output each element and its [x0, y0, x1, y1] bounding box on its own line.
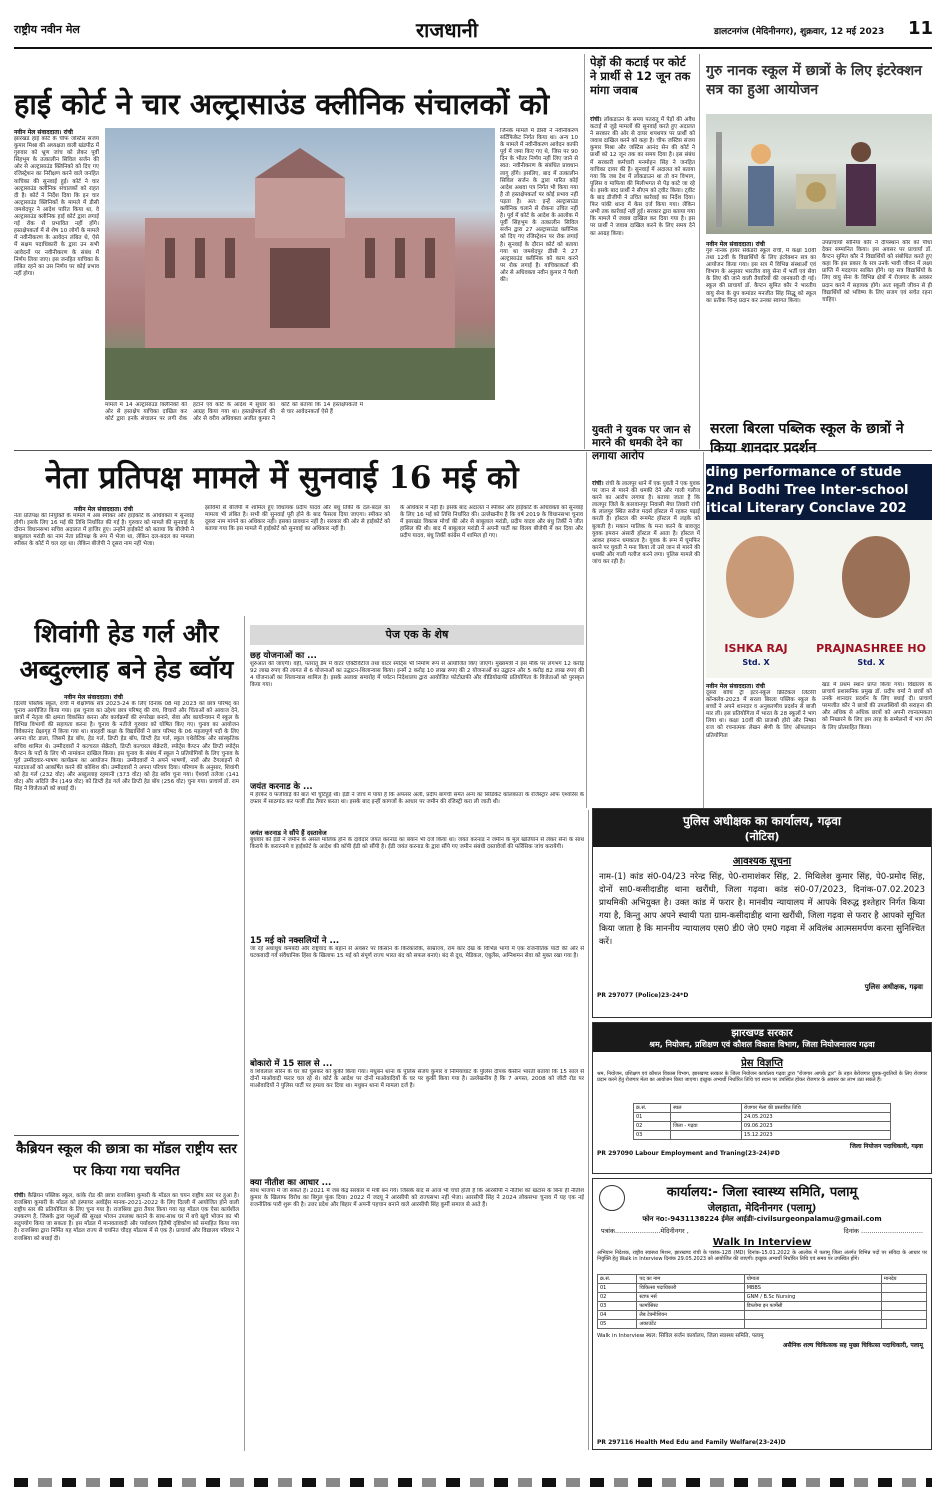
column-rule: [244, 616, 245, 1451]
labour-signatory: जिला नियोजन पदाधिकारी, गढ़वा: [849, 1143, 923, 1150]
table-row: [598, 1302, 927, 1311]
table-cell: [671, 1113, 742, 1122]
story6-body-col2: खंड में प्रथम स्थान प्राप्त किया गया। विद्यालय के प्राचार्य प्रशासनिक प्रमुख डॉ. प्रदीप वर्मा ने छात्रों को उनके शानदार प्रदर्शन के लिए बधाई दी। प्राचार्य परमजीत कौर ने छात्रों की उपलब्धियों की सराहना की और अधिक से अधिक छात्रों को अपनी रचनात्मकता को निखारने के लिए इस तरह के सम्मेलनों में भाग लेने के लिए प्रोत्साहित किया।: [822, 682, 932, 731]
building-illustration: [105, 128, 495, 400]
student1-portrait: [726, 536, 794, 618]
continued-s2-sub: जयंत करनाड ने सौंपे हैं दस्तावेज: [250, 829, 327, 837]
table-cell: 24.05.2023: [741, 1113, 890, 1122]
table-cell: [881, 1302, 926, 1311]
story6-byline: नवीन मेल संवाददाता। रांची: [706, 683, 765, 690]
labour-table-wrap: [593, 1103, 931, 1140]
page-number: 11: [908, 18, 934, 39]
guru-nanak-photo: [706, 114, 932, 234]
story8-headline: कैब्रियन स्कूल की छात्रा का मॉडल राष्ट्रीय स्तर पर किया गया चयनित: [16, 1141, 237, 1179]
police-notice-title: आवश्यक सूचना: [732, 856, 792, 867]
story6-headline: सरला बिरला पब्लिक स्कूल के छात्रों ने किया शानदार प्रदर्शन: [710, 421, 904, 456]
table-cell: फार्मासिस्ट: [637, 1302, 744, 1311]
story5-body: [592, 480, 700, 805]
continued-s5-title: क्या नीतीश का आधार ...: [250, 1178, 332, 1188]
table-cell: लैब टेक्नीशियन: [637, 1311, 744, 1320]
continued-s1-title: छह योजनाओं का ...: [250, 651, 317, 661]
story1-text-col1: [14, 128, 99, 398]
story7-headline: शिवांगी हेड गर्ल और अब्दुल्लाह बने हेड ब्वॉय: [19, 619, 234, 684]
health-ref: PR 297116 Health Med Edu and Family Welfare(23-24)D: [597, 1439, 786, 1446]
table-row: [634, 1122, 891, 1131]
story5-byline: रांची।: [592, 480, 604, 487]
story4-body-col2: झाविमो से बीजेपी में शामिल हुए विधायक प्रदीप यादव और बंधु तिर्की के दल-बदल का मामला भी लंबित है। सभी की सुनवाई पूरी होने के बाद फैसला दिया जाएगा। स्पीकर को दूसरा नाम मांगने का अधिकार नहीं। इसका प्रावधान नहीं है। सरकार की ओर से हाईकोर्ट को बताया गया कि इस मामले में हाईकोर्ट को सुनवाई का अधिकार नहीं है।: [205, 505, 390, 533]
table-cell: [881, 1320, 926, 1329]
labour-title: प्रेस विज्ञप्ति: [741, 1058, 783, 1069]
health-address: जेलहाता, मेदिनीनगर (पलामू): [707, 1203, 817, 1214]
registration-color-bar: [14, 1478, 932, 1487]
high-court-photo: [105, 128, 495, 400]
health-patrank: पत्रांक......................मेदिनीनगर ,: [601, 1227, 689, 1235]
health-body: अभियान निदेशक, राष्ट्रीय स्वास्थ्य मिशन, झारखण्ड रांची के पत्रांक-128 (MD) दिनांक-15.01.2022 के आलोक में पलामू जिला अंतर्गत विभिन्न पदों पर संविदा के आधार पर नियुक्ति हेतु Walk in Interview दिनांक 29.05.2023 को आयोजित की जाएगी। इच्छुक अभ्यर्थी निर्धारित तिथि एवं समय पर उपस्थित होंगे।: [597, 1250, 927, 1263]
story3-body-col1: गुरु नानक हायर सेकेंडरी स्कूल रांची, में कक्षा 10वीं तथा 12वीं के विद्यार्थियों के लिए इंटरेक्शन सत्र का आयोजन किया गया। इस सत्र में विभिन्न संस्थाओं एवं विभाग के अनुसार भारतीय वायु सेना में भर्ती एवं सेवा के लिए की जाने वाली तैयारियों की जानकारी दी गई। स्कूल की प्राचार्या डॉ. कैप्टन सुमित कौर ने भारतीय वायु सेना के ग्रुप कमांडर मनजीत सिंह सिद्धू को स्कूल का प्रतीक चिन्ह प्रदान कर उनका स्वागत किया।: [706, 248, 816, 304]
table-cell: 01: [634, 1113, 671, 1122]
table-header-cell: पद का नाम: [637, 1275, 744, 1284]
table-cell: जिला - गढ़वा: [671, 1122, 742, 1131]
emblem-icon: [599, 1185, 625, 1211]
story4-byline: नवीन मेल संवाददाता। रांची: [74, 506, 133, 513]
column-rule: [703, 452, 704, 808]
masthead: [14, 16, 932, 46]
continued-s1-body: शुरुआत की जाएगी। वहीं, पतरातू डैम में वाटर एक्टिविटीज तथा वाटर स्पोर्ट्स भी निर्माण रूप से आयोजित किए जाएंगे। मुख्यमंत्री ने इस मौके पर लगभग 12 करोड़ 92 लाख रुपए की लागत से 6 योजनाओं का उद्घाटन-शिलान्यास किया। इनमें 2 करोड़ 10 लाख रुपए की 2 योजनाओं का उद्घाटन और 5 करोड़ 82 लाख रुपए की 4 योजनाओं का शिलान्यास शामिल है। इसके अलावा समारोह में पर्यटन निदेशालय द्वारा आयोजित फोटोग्राफी और वीडियोग्राफी प्रतियोगिता के विजेताओं को पुरस्कृत किया गया।: [250, 661, 584, 689]
labour-dept: श्रम, नियोजन, प्रशिक्षण एवं कौशल विकास विभाग, जिला नियोजनालय गढ़वा: [649, 1040, 875, 1049]
column-rule: [584, 54, 585, 449]
conclave-banner: [706, 464, 932, 520]
sarla-birla-photo: [706, 464, 932, 678]
continued-s2-title: जयंत करनाड के ...: [250, 782, 313, 792]
table-cell: चिकित्सा पदाधिकारी: [637, 1284, 744, 1293]
table-row: [598, 1275, 927, 1284]
table-header-cell: मानदेय: [881, 1275, 926, 1284]
table-cell: [881, 1311, 926, 1320]
labour-press-release: [592, 1022, 932, 1174]
dateline: डालटनगंज (मेदिनीनगर), शुक्रवार, 12 मई 2023: [714, 27, 885, 37]
table-cell: 15.12.2023: [741, 1131, 890, 1140]
student2-portrait: [842, 536, 910, 618]
police-ref: PR 297077 (Police)23-24*D: [597, 992, 689, 999]
story1-byline: नवीन मेल संवाददाता। रांची: [14, 129, 73, 136]
health-contact: फोन नo:-9431138224 ईमेल आईडीः-civilsurgeonpalamu@gmail.com: [642, 1215, 882, 1223]
continued-s5-body: साथ भाजपा में जा सकते हैं। 2021 में जब केंद्र सरकार में मंत्री बन गये। जिसके बाद से आज भी चर्चा होती है कि आरसीपी ने नीतीश को खटास के बिना ही नीतीश कुमार के खिलाफ विरोध का बिगुल फूंक दिया। 2022 में जदयू ने आरसीपी को राज्यसभा नहीं भेजा। आरसीपी सिंह ने 2024 लोकसभा चुनाव में यह एक नई राजनीतिक पारी शुरू की है। उत्तर प्रदेश और बिहार में अपनी पहचान बनाने वाले आरसीपी सिंह कुर्मी समाज से आते हैं।: [250, 1188, 584, 1209]
table-cell: [671, 1131, 742, 1140]
story5-headline: युवती ने युवक पर जान से मारने की धमकी देने का लगाया आरोप: [592, 424, 691, 462]
health-dinank: दिनांक ..............................: [843, 1227, 923, 1235]
table-cell: 04: [598, 1311, 637, 1320]
table-cell: 01: [598, 1284, 637, 1293]
table-cell: 03: [598, 1302, 637, 1311]
masthead-logo: राष्ट्रीय नवीन मेल: [14, 23, 80, 36]
story-rule: [14, 1135, 239, 1136]
labour-table: [633, 1103, 891, 1140]
student2-std: Std. X: [857, 658, 885, 667]
table-header-cell: क्र.सं.: [634, 1104, 671, 1113]
column-rule: [586, 452, 587, 808]
table-row: [634, 1113, 891, 1122]
story6-body-col1: दूसरा बोधि ट्री इंटर-स्कूल क्रिटिकल लिटरेरी कॉन्क्लेव-2023 में सरला बिरला पब्लिक स्कूल के बच्चों ने अपने शानदार व अनुकरणीय प्रदर्शन से बाजी मार ली। इस प्रतियोगिता में भारत के 28 स्कूलों ने भाग लिया था। कक्षा 10वीं की प्राजश्री होरो और निष्का राज को रचनात्मक लेखन श्रेणी के लिए ऑफलाइन प्रतियोगिता: [706, 690, 816, 739]
continued-s2-body2: बुधवार को ईडी ने जमीन के असल मालिक होने के दावेदार जयंत करनाड का बयान भी दर्ज किया था। जयंत करनाड ने जमीन के मूल खतियान से लेकर सेना के साथ किराये के करारनामे व हाईकोर्ट के आदेश की कॉपी ईडी को सौंपी है। ईडी जयंत करनाड के द्वारा सौंपे गए जमीन संबंधी दस्तावेजों की फॉरेंसिक जांच करायेगी।: [250, 837, 584, 851]
police-office: पुलिस अधीक्षक का कार्यालय, गढ़वा: [682, 814, 842, 828]
story2-text: लॉकडाउन के समय पतरातू में पेड़ों की अवैध कटाई से जुड़े मामलों की सुनवाई करते हुए अदालत ने सरकार की ओर से दायर शपथपत्र पर प्रार्थी को जवाब दाखिल करने को कहा है। चीफ जस्टिस संजय कुमार मिश्रा और जस्टिस आनंद सेन की कोर्ट ने प्रार्थी को 12 जून तक का समय दिया है। इस संबंध में सरकारी कर्मचारी मनमोहन सिंह ने जनहित याचिका दायर की है। सुनवाई में अदालत को बताया गया कि जब देश में लॉकडाउन था तो वन विभाग, पुलिस व माफिया की मिलीभगत से पेड़ काटे जा रहे थे। इसके बाद प्रार्थी ने सीएम को ट्वीट किया। ट्वीट के बाद डीजीपी ने उचित कार्रवाई का निर्देश दिया। फिर पांकी थाना में केस दर्ज किया गया। लेकिन अभी तक कार्रवाई नहीं हुई। सरकार द्वारा बताया गया कि मामले में जवाब दाखिल कर दिया गया है। इस पर प्रार्थी ने जवाब दाखिल करने के लिए समय देने का आग्रह किया।: [590, 117, 695, 237]
health-walk-in-notice: [592, 1178, 932, 1450]
story7-text: [14, 693, 239, 1113]
table-cell: [744, 1320, 881, 1329]
continued-s2-body: में हेरफेर व फर्जीवाड़े की बात भी चुटिहुई थी। ईडी ने जांच में पाया है कि अफसर अली, प्रदीप बागची समेत अन्य का सिंडिकेट कोलकाता के रजिस्ट्रार ऑफ एश्योरेंस के दफ्तर में साठगांठ कर फर्जी डीड तैयार करता था। इसके बाद इन्हीं कागजों के आधार पर जमीन की रजिस्ट्री करा ली जाती थी।: [250, 792, 584, 806]
health-footer: Walk in Interview स्थल: सिविल सर्जन कार्यालय, जिला स्वास्थ्य समिति, पलामू: [597, 1333, 764, 1339]
table-cell: [744, 1311, 881, 1320]
table-cell: GNM / B.Sc Nursing: [744, 1293, 881, 1302]
continued-s4-body: व शिवलाल सोरेन के घर को घुसकर को कुर्की किया गया। मधुबन थाना के पुलिस संजय कुमार व निमियाघाट के पुलिस दीपक कैसीन भारती बताया कि 15 साल से दोनों माओवादी फरार चल रहे थे। कोर्ट के आदेश पर दोनों माओवादियों के घर पर कुर्की किया गया है। उल्लेखनीय है कि 7 अगस्त, 2008 को जीटी रोड पर माओवादियों ने पुलिस पार्टी पर हमला कर दिया था। मधुबन थाना में मामला दर्ज है।: [250, 1069, 584, 1090]
story5-text: रांची के लालपुर थाने में एक युवती ने एक युवक पर जान से मारने की धमकी देने और गाली गलौज करने का आरोप लगाया है। बताया जाता है कि लालपुर जिले के कारवानपुर निवासी मेघा तिवारी रांची के लालपुर स्थित सरोज मदर्स हॉस्टल में रहकर पढ़ाई करती है। हॉस्टल की रूममेट हॉस्टल में लड़के को बुलाती है। मकान मालिक के मना करने के बावजूद युवक इमरान अंसारी हॉस्टल में आता है। हॉस्टल में आकर इमरान धमकाता है। युवक के रूम में घूमफिर करने पर युवती ने मना किया तो उसे जान से मारने की धमकी और गाली गलौज करने लगा। पुलिस मामले की जांच कर रही है।: [592, 481, 700, 566]
story3-headline: गुरु नानक स्कूल में छात्रों के लिए इंटरेक्शन सत्र का हुआ आयोजन: [706, 63, 922, 98]
story2-body: [590, 116, 695, 448]
table-header-cell: स्थल: [671, 1104, 742, 1113]
table-row: [598, 1311, 927, 1320]
story3-body-col2: उपप्राचार्या सोनिया कौर ने दीपस्थान कौर को पौधा देकर सम्मानित किया। इस अवसर पर प्राचार्या डॉ. कैप्टन सुमित कौर ने विद्यार्थियों को संबोधित करते हुए कहा कि इस प्रकार के सत्र उनके भावी जीवन में लक्ष्य प्राप्ति में मददगार साबित होंगे। यह सत्र विद्यार्थियों के लिए वायु सेना के विभिन्न क्षेत्रों में रोजगार के अवसर प्रदान करने में सहायक होगे। अतः स्कूली जीवन से ही विद्यार्थियों को भविष्य के लिए सजग एवं सचेत रहना चाहिए।: [822, 240, 932, 303]
student1-name: ISHKA RAJ: [724, 642, 788, 655]
banner-line-3: itical Literary Conclave 202: [706, 501, 907, 516]
health-table-wrap: [593, 1274, 931, 1329]
health-table: [597, 1274, 927, 1329]
table-header-cell: क्र.सं.: [598, 1275, 637, 1284]
table-cell: [881, 1284, 926, 1293]
story1-body-col1: झारखंड हाई कोर्ट के चीफ जस्टिस संजय कुमार मिश्रा की अध्यक्षता वाली खंडपीठ में गुरुवार को भ्रूण जांच को लेकर पूर्वी सिंहभूम के तत्कालीन सिविल सर्जन की ओर से अल्ट्रासाउंड क्लिनिको को दिए गए रजिस्ट्रेशन का निरीक्षण करने वाले जनहित याचिका की सुनवाई हुई। कोर्ट ने चार अल्ट्रासाउंड क्लीनिक संचालकों को राहत दी है। कोर्ट ने निर्देश दिया कि इन चार अल्ट्रासाउंड क्लिनिकों के मामले में डीसी जमशेदपुर ने आदेश पारित किया था, वे अल्ट्रासाउंड क्लीनिक हाई कोर्ट द्वारा लगाई गई रोक से प्रभावित नहीं होंगे। हस्तक्षेपकर्ता में से शेष 10 लोगों के मामले में नवीनीकरण के आवेदन लंबित थे, ऐसे में सक्षम पदाधिकारी के द्वारा उन सभी आवेदनों पर नवीनीकरण के संबंध में निर्णय लिया जाए। इस जनहित याचिका के लंबित रहने का उस निर्णय पर कोई प्रभाव नहीं होगा।: [14, 136, 99, 277]
table-row: [598, 1320, 927, 1329]
story2-byline: रांची।: [590, 116, 602, 123]
police-notice-body: नाम-(1) कांड सं0-04/23 नरेन्द्र सिंह, पे0-रामाशंकर सिंह, 2. मिथिलेश कुमार सिंह, पे0-प्रमोद सिंह, दोनों सा0-कसीदाडीह थाना खरौंधी, जिला गढ़वा। कांड सं0-07/2023, दिनांक-07.02.2023 प्राथमिकी अभियुक्त है। उक्त कांड में फरार है। मानवीय न्यायालय में आपके विरुद्ध इश्तेहार निर्गत किया गया है, किन्तु आप अपने स्थायी पता ग्राम-कसीदाडीह थाना खरौंधी, जिला गढ़वा से फरार है आपको सूचित किया जाता है कि माननीय न्यायालय एस0 डी0 जे0 एम0 गढ़वा में अविलंब आत्मसमर्पण करना सुनिश्चित करें।: [599, 872, 925, 947]
table-row: [598, 1284, 927, 1293]
story3-text-col1: [706, 240, 816, 444]
story7-body: दिल्ली पब्लिक स्कूल, रांची में शैक्षणिक सत्र 2023-24 के लिए दिनांक 08 मई 2023 को छात्र परिषद् का चुनाव आयोजित किया गया। इस चुनाव का उद्देश्य छात्र परिषद् की राय, विचारों और चिंताओं को आवाज देने, छात्रों में नेतृत्व की क्षमता विकसित करना और कार्यक्रमों की रूपरेखा बनाने, सेवा और कार्यान्वयन में स्कूल के विभिन्न विभागों की सहायता करना है। चुनाव के नतीजे गुरुवार को घोषित किए गए। चुनाव का आयोजन विवेकानंद प्रेक्षागृह में किया गया था। बारहवीं कक्षा के विद्यार्थियों ने छात्र परिषद के 06 महत्वपूर्ण पदों के लिए अपना वोट डाला, जिसमें हेड बॉय, हेड गर्ल, डिप्टी हेड बॉय, डिप्टी हेड गर्ल, स्कूल एथेलेटिक और सांस्कृतिक सचिव शामिल थे। उम्मीदवारों ने कल्चरल सेक्रेटरी, डिप्टी कल्चरल सेक्रेटरी, स्पोर्ट्स कैप्टन और डिप्टी स्पोर्ट्स कैप्टन के पदों के लिए भी नामांकन दाखिल किया। इस चुनाव के संबंध में स्कूल ने प्रतियोगियों के लिए चुनाव के पूर्व उम्मीदवार-भाषण कार्यक्रम का आयोजन किया। उम्मीदवारों ने अपने भाषणों, नारों और टैगलाइनों से मतदाताओं को आकर्षित करने की कोशिश की। उम्मीदवारों ने अपना परिचय दिया। परिणाम के अनुसार, शिवांगी को हेड गर्ल (232 वोट) और अब्दुल्लाह रहमानी (373 वोट) को हेड ब्वॉय चुना गया। ऐश्वर्या तलेजा (141 वोट) और अदिति जैन (149 वोट) को डिप्टी हेड गर्ल और डिप्टी हेड बॉय (256 वोट) चुना गया। प्राचार्य डॉ. राम सिंह ने विजेताओं को बधाई दी।: [14, 701, 239, 793]
table-header-cell: योग्यता: [744, 1275, 881, 1284]
story2-headline: पेड़ों की कटाई पर कोर्ट ने प्रार्थी से 12 जून तक मांगा जवाब: [590, 55, 691, 97]
story8-body: [14, 1192, 239, 1447]
banner-line-1: ding performance of stude: [706, 465, 902, 480]
story1-body-col3: जिनके मामले में डीसी ने नवीनीकरण सर्टिफिकेट निर्गत किया था। अन्य 10 के मामले में नवीनीकरण आवेदन काफी पूर्व में जमा किए गए थे, जिस पर 90 दिन के भीतर निर्णय नहीं लिए जाने से स्वत: नवीनीकरण के संबंधित प्रावधान लागू होंगे। इसलिए, बाद में तत्कालीन सिविल सर्जन के द्वारा पारित कोई आदेश अथवा पत्र निर्गत भी किया गया है तो हस्तक्षेपकर्ता पर कोई प्रभाव नहीं पड़ता है। अत: इन्हें अल्ट्रासाउंड क्लीनिक चलाने से रोकना उचित नहीं है। पूर्व में कोर्ट के आदेश के आलोक में पूर्वी सिंहभूम के तत्कालीन सिविल सर्जन द्वारा 27 अल्ट्रासाउंड क्लीनिक को दिए गए रजिस्ट्रेशन पर रोक लगाई है। सुनवाई के दौरान कोर्ट को बताया गया था जमशेदपुर डीसी ने 27 अल्ट्रासाउंड क्लीनिक को काम करने पर रोक लगाई है। याचिकाकर्ता की ओर से अधिवक्ता नवीन कुमार ने पैरवी की।: [500, 128, 578, 283]
police-notice-subtitle: (नोटिस): [744, 830, 780, 843]
story1-body-col2: मामले में 14 अल्ट्रासाउंड क्लिनिकों की ओर से हस्तक्षेप याचिका दाखिल कर कोर्ट द्वारा इनके संचालन पर लगी रोक हटाने एवं कोर्ट के आदेश में सुधार का आग्रह किया गया था। हस्तक्षेपकर्ता की ओर से वरीय अधिवक्ता अजीत कुमार ने कोर्ट को बताया कि 14 हस्तक्षेपकर्ता में से चार आवेदनकर्ता ऐसे हैं: [105, 402, 363, 423]
student1-std: Std. X: [742, 658, 770, 667]
table-cell: 03: [634, 1131, 671, 1140]
masthead-rule: [14, 47, 932, 49]
story4-text-col1: [14, 505, 194, 591]
table-row: [634, 1131, 891, 1140]
story8-byline: रांची।: [14, 1192, 26, 1199]
story8-text: कैब्रियन पब्लिक स्कूल, कांके रोड की छात्रा राजश्रिया कुमारी के मॉडल का चयन राष्ट्रीय स्तर पर हुआ है। राजश्रिया कुमारी के मॉडल को इंस्पायर अवॉर्ड्स मानक-2021-2022 के लिए दिल्ली में आयोजित होने वाली राष्ट्रीय स्तर की प्रतियोगिता के लिए चुना गया है। राजश्रिया द्वारा तैयार किया गया यह मॉडल एक ऐसा कार्यशील उपकरण है, जिसके द्वारा पशुओं की सुरक्षा भोजन उपलब्ध कराने के साथ-साथ घर में बचे खुचे भोजन का भी सदुपयोग किया जा सकता है। इस मॉडल में मानवतावादी और पर्यावरण हितैषी दृष्टिकोण को समाहित किया गया है। राजश्रिया द्वारा निर्मित यह मॉडल राज्य से चयनित चौदह मॉडल्स में से एक है। प्राचार्या और विद्यालय परिवार ने राजश्रिया को बधाई दी।: [14, 1193, 239, 1242]
labour-header: [593, 1023, 931, 1052]
health-office: कार्यालय:- जिला स्वास्थ्य समिति, पलामू: [666, 1185, 858, 1200]
people-illustration: [706, 114, 932, 234]
story4-body-col3: के अधिकार में नहीं है। इसके बाद अदालत ने स्पीकर और हाईकोर्ट के अधिवक्ता को सुनवाई के लिए 16 मई को तिथि निर्धारित की। उल्लेखनीय है कि वर्ष 2019 के विधानसभा चुनाव में झारखंड विकास मोर्चा की ओर से बाबूलाल मरांडी, प्रदीप यादव और बंधु तिर्की ने जीत हासिल की थी। बाद में बाबूलाल मरांडी ने अपनी पार्टी का विलय बीजेपी में कर दिया और प्रदीप यादव, बंधु तिर्की कांग्रेस में शामिल हो गए।: [400, 505, 583, 540]
story4-body-col1: नेता प्रतिपक्ष की नियुक्ति के मामले में अब स्पीकर और हाईकोर्ट के अधिवक्ता में सुनवाई होगी। इसके लिए 16 मई की तिथि निर्धारित की गई है। गुरुवार को मामले की सुनवाई के दौरान विधानसभा सचिव अदालत में हाजिर हुए। उन्होंने हाईकोर्ट को बताया कि बीजेपी ने बाबूलाल मरांडी का नाम नेता प्रतिपक्ष के रूप में भेजा था, लेकिन दल-बदल का मामला स्पीकर के कोर्ट में चल रहा था। लेकिन बीजेपी ने दूसरा नाम नहीं भेजा।: [14, 513, 194, 548]
table-row: [598, 1293, 927, 1302]
table-header-cell: रोजगार मेला की प्रस्तावित तिथि: [741, 1104, 890, 1113]
table-cell: [881, 1293, 926, 1302]
table-cell: स्टाफ नर्स: [637, 1293, 744, 1302]
continued-s3-title: 15 मई को नक्सलियों ने ...: [250, 936, 340, 946]
story1-headline: हाई कोर्ट ने चार अल्ट्रासाउंड क्लीनिक संचालकों को: [14, 87, 550, 121]
column-rule: [588, 810, 589, 1450]
labour-body: श्रम, नियोजन, प्रशिक्षण एवं कौशल विकास विभाग, झारखण्ड सरकार के जिला नियोजन कार्यालय गढ़वा द्वारा "रोजगार आपके द्वार" के तहत बेरोजगार युवक-युवतियों के लिए रोजगार प्रदान करने हेतु रोजगार मेला का आयोजन किया जाएगा। इच्छुक अभ्यर्थी निर्धारित तिथि एवं स्थान पर उपस्थित होकर रोजगार के अवसर का लाभ उठा सकते हैं।: [597, 1071, 927, 1084]
student2-name: PRAJNASHREE HO: [816, 642, 926, 655]
story3-byline: नवीन मेल संवाददाता। रांची: [706, 241, 765, 248]
police-signatory: पुलिस अधीक्षक, गढ़वा: [864, 983, 923, 991]
table-cell: 02: [634, 1122, 671, 1131]
health-signatory: असैनिक शल्य चिकित्सक सह मुख्य चिकित्सा पदाधिकारी, पलामू: [782, 1342, 923, 1349]
continued-band: पेज एक के शेष: [250, 625, 584, 645]
table-cell: डिप्लोमा इन फार्मेसी: [744, 1302, 881, 1311]
labour-ref: PR 297090 Labour Employment and Traning(23-24)#D: [597, 1150, 780, 1157]
section-title: राजधानी: [416, 18, 478, 42]
table-cell: 02: [598, 1293, 637, 1302]
labour-gov: झारखण्ड सरकार: [731, 1028, 793, 1039]
table-cell: 05: [598, 1320, 637, 1329]
continued-s3-body: जा रहे अंधाधुंध कमबंदी और राष्ट्रवाद के बहाने से अवसर पर किसान के किरकारोके, साम्राज्य, राम कोर देख के विभिन्न भागों में एक राजनीतिक पार्टी की ओर से घटकवादी गर्व संवैधानिक हिंसा के खिलाफ 15 मई को संपूर्ण राज्य भारत बंद को सफल बनाएं। बंद से दूध, मेडिकल, एंबुलेंस, अग्निशमन सेवा को मुक्त रखा गया है।: [250, 946, 584, 960]
table-cell: अकाउंटेंट: [637, 1320, 744, 1329]
story6-text-col1: [706, 682, 816, 802]
column-rule: [699, 54, 700, 449]
table-cell: 09.06.2023: [741, 1122, 890, 1131]
health-title: Walk In Interview: [712, 1237, 812, 1248]
police-notice-header: [593, 809, 931, 847]
banner-line-2: 2nd Bodhi Tree Inter-school: [706, 483, 909, 498]
story7-byline: नवीन मेल संवाददाता। रांची: [64, 694, 123, 701]
continued-s4-title: बोकारो में 15 साल से ...: [250, 1059, 333, 1069]
table-row: [634, 1104, 891, 1113]
story4-headline: नेता प्रतिपक्ष मामले में सुनवाई 16 मई को: [45, 460, 519, 496]
police-notice: [592, 808, 932, 1018]
table-cell: MBBS: [744, 1284, 881, 1293]
health-ref-line: [593, 1224, 931, 1237]
continued-section: [250, 650, 584, 1450]
